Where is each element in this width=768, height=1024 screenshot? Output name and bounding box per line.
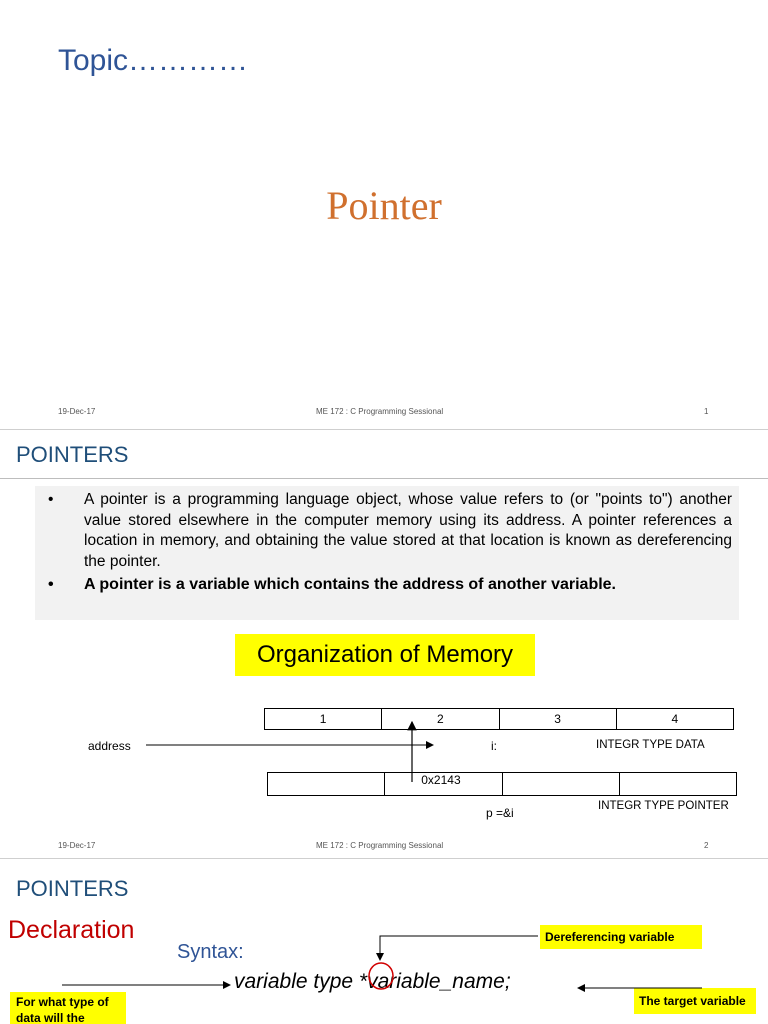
slide-2	[0, 432, 768, 856]
slide-divider	[0, 858, 768, 859]
topic-label: Topic…………	[58, 44, 249, 77]
slide-1	[0, 0, 768, 428]
memory-cell-4: 4	[616, 709, 733, 730]
int-pointer-label: INTEGR TYPE POINTER	[598, 800, 729, 812]
declaration-syntax-code: variable type *variable_name;	[234, 970, 511, 993]
memory-cell-1: 1	[265, 709, 382, 730]
footer-page-number: 2	[704, 841, 709, 850]
syntax-label: Syntax:	[177, 941, 244, 963]
slide-title: Pointer	[326, 183, 442, 228]
memory-arrows	[0, 432, 768, 856]
bullet-text: A pointer is a variable which contains the address of another variable.	[84, 576, 616, 593]
data-type-note-line-1: For what type of	[16, 995, 109, 1009]
address-label: address	[88, 739, 131, 753]
i-label: i:	[491, 739, 497, 753]
int-data-label: INTEGR TYPE DATA	[596, 739, 705, 751]
memory-organization-title: Organization of Memory	[235, 634, 535, 676]
data-type-note-line-2: data will the	[16, 1011, 85, 1024]
asterisk-highlight-circle	[369, 963, 393, 989]
slide-heading: POINTERS	[16, 442, 129, 467]
footer-date: 19-Dec-17	[58, 407, 96, 416]
pointer-cell-2: 0x2143	[385, 773, 502, 796]
bullet-dot: •	[48, 576, 54, 593]
footer-page-number: 1	[704, 407, 709, 416]
bullet-dot: •	[48, 491, 54, 508]
target-variable-note: The target variable	[634, 988, 756, 1014]
slide-heading: POINTERS	[16, 876, 129, 901]
dereferencing-note: Dereferencing variable	[540, 925, 702, 949]
slide-3	[0, 862, 768, 1024]
footer-course: ME 172 : C Programming Sessional	[316, 841, 444, 850]
declaration-heading: Declaration	[8, 916, 135, 944]
p-assignment-label: p =&i	[486, 806, 514, 820]
footer-course: ME 172 : C Programming Sessional	[316, 407, 444, 416]
memory-cell-3: 3	[499, 709, 616, 730]
slide-divider	[0, 429, 768, 430]
memory-cell-2: 2	[382, 709, 499, 730]
declaration-arrows	[0, 862, 768, 1024]
bullet-text: A pointer is a programming language object, whose value refers to (or "points to") another value stored elsewhere in the computer memory using its address. A pointer references a location in memory, and obtaining the value stored at that location is known as dereferencing the pointer.	[84, 491, 732, 570]
dereference-arrow	[380, 936, 538, 960]
footer-date: 19-Dec-17	[58, 841, 96, 850]
